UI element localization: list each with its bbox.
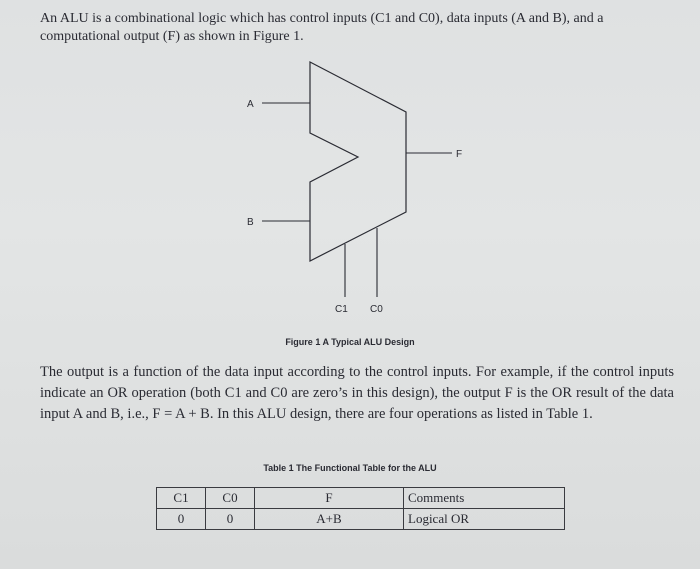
output-f-label: F <box>456 149 463 160</box>
body-paragraph: The output is a function of the data input according to the control inputs. For example, if the control inputs indicate an OR operation (both C1 and C0 are zero’s in this design), the output F is the OR result of the data input A and B, i.e., F = A + B. In this ALU design, there are four operations as listed in Table 1. <box>40 364 674 422</box>
cell-comments: Logical OR <box>404 509 565 530</box>
table-row <box>157 509 565 530</box>
cell-c1: 0 <box>157 509 206 530</box>
alu-body <box>310 62 406 261</box>
figure-caption: Figure 1 A Typical ALU Design <box>285 337 415 347</box>
header-c0: C0 <box>206 488 255 509</box>
header-c1: C1 <box>157 488 206 509</box>
header-comments: Comments <box>404 488 565 509</box>
intro-paragraph: An ALU is a combinational logic which has control inputs (C1 and C0), data inputs (A and B), and a computational output (F) as shown in Figure 1. <box>40 11 604 44</box>
control-c1-label: C1 <box>335 304 348 315</box>
header-f: F <box>255 488 404 509</box>
input-a-label: A <box>247 99 254 110</box>
table-caption: Table 1 The Functional Table for the ALU <box>263 463 437 473</box>
control-c0-label: C0 <box>370 304 383 315</box>
cell-c0: 0 <box>206 509 255 530</box>
cell-f: A+B <box>255 509 404 530</box>
table-header-row <box>157 488 565 509</box>
input-b-label: B <box>247 217 254 228</box>
functional-table <box>156 487 565 530</box>
